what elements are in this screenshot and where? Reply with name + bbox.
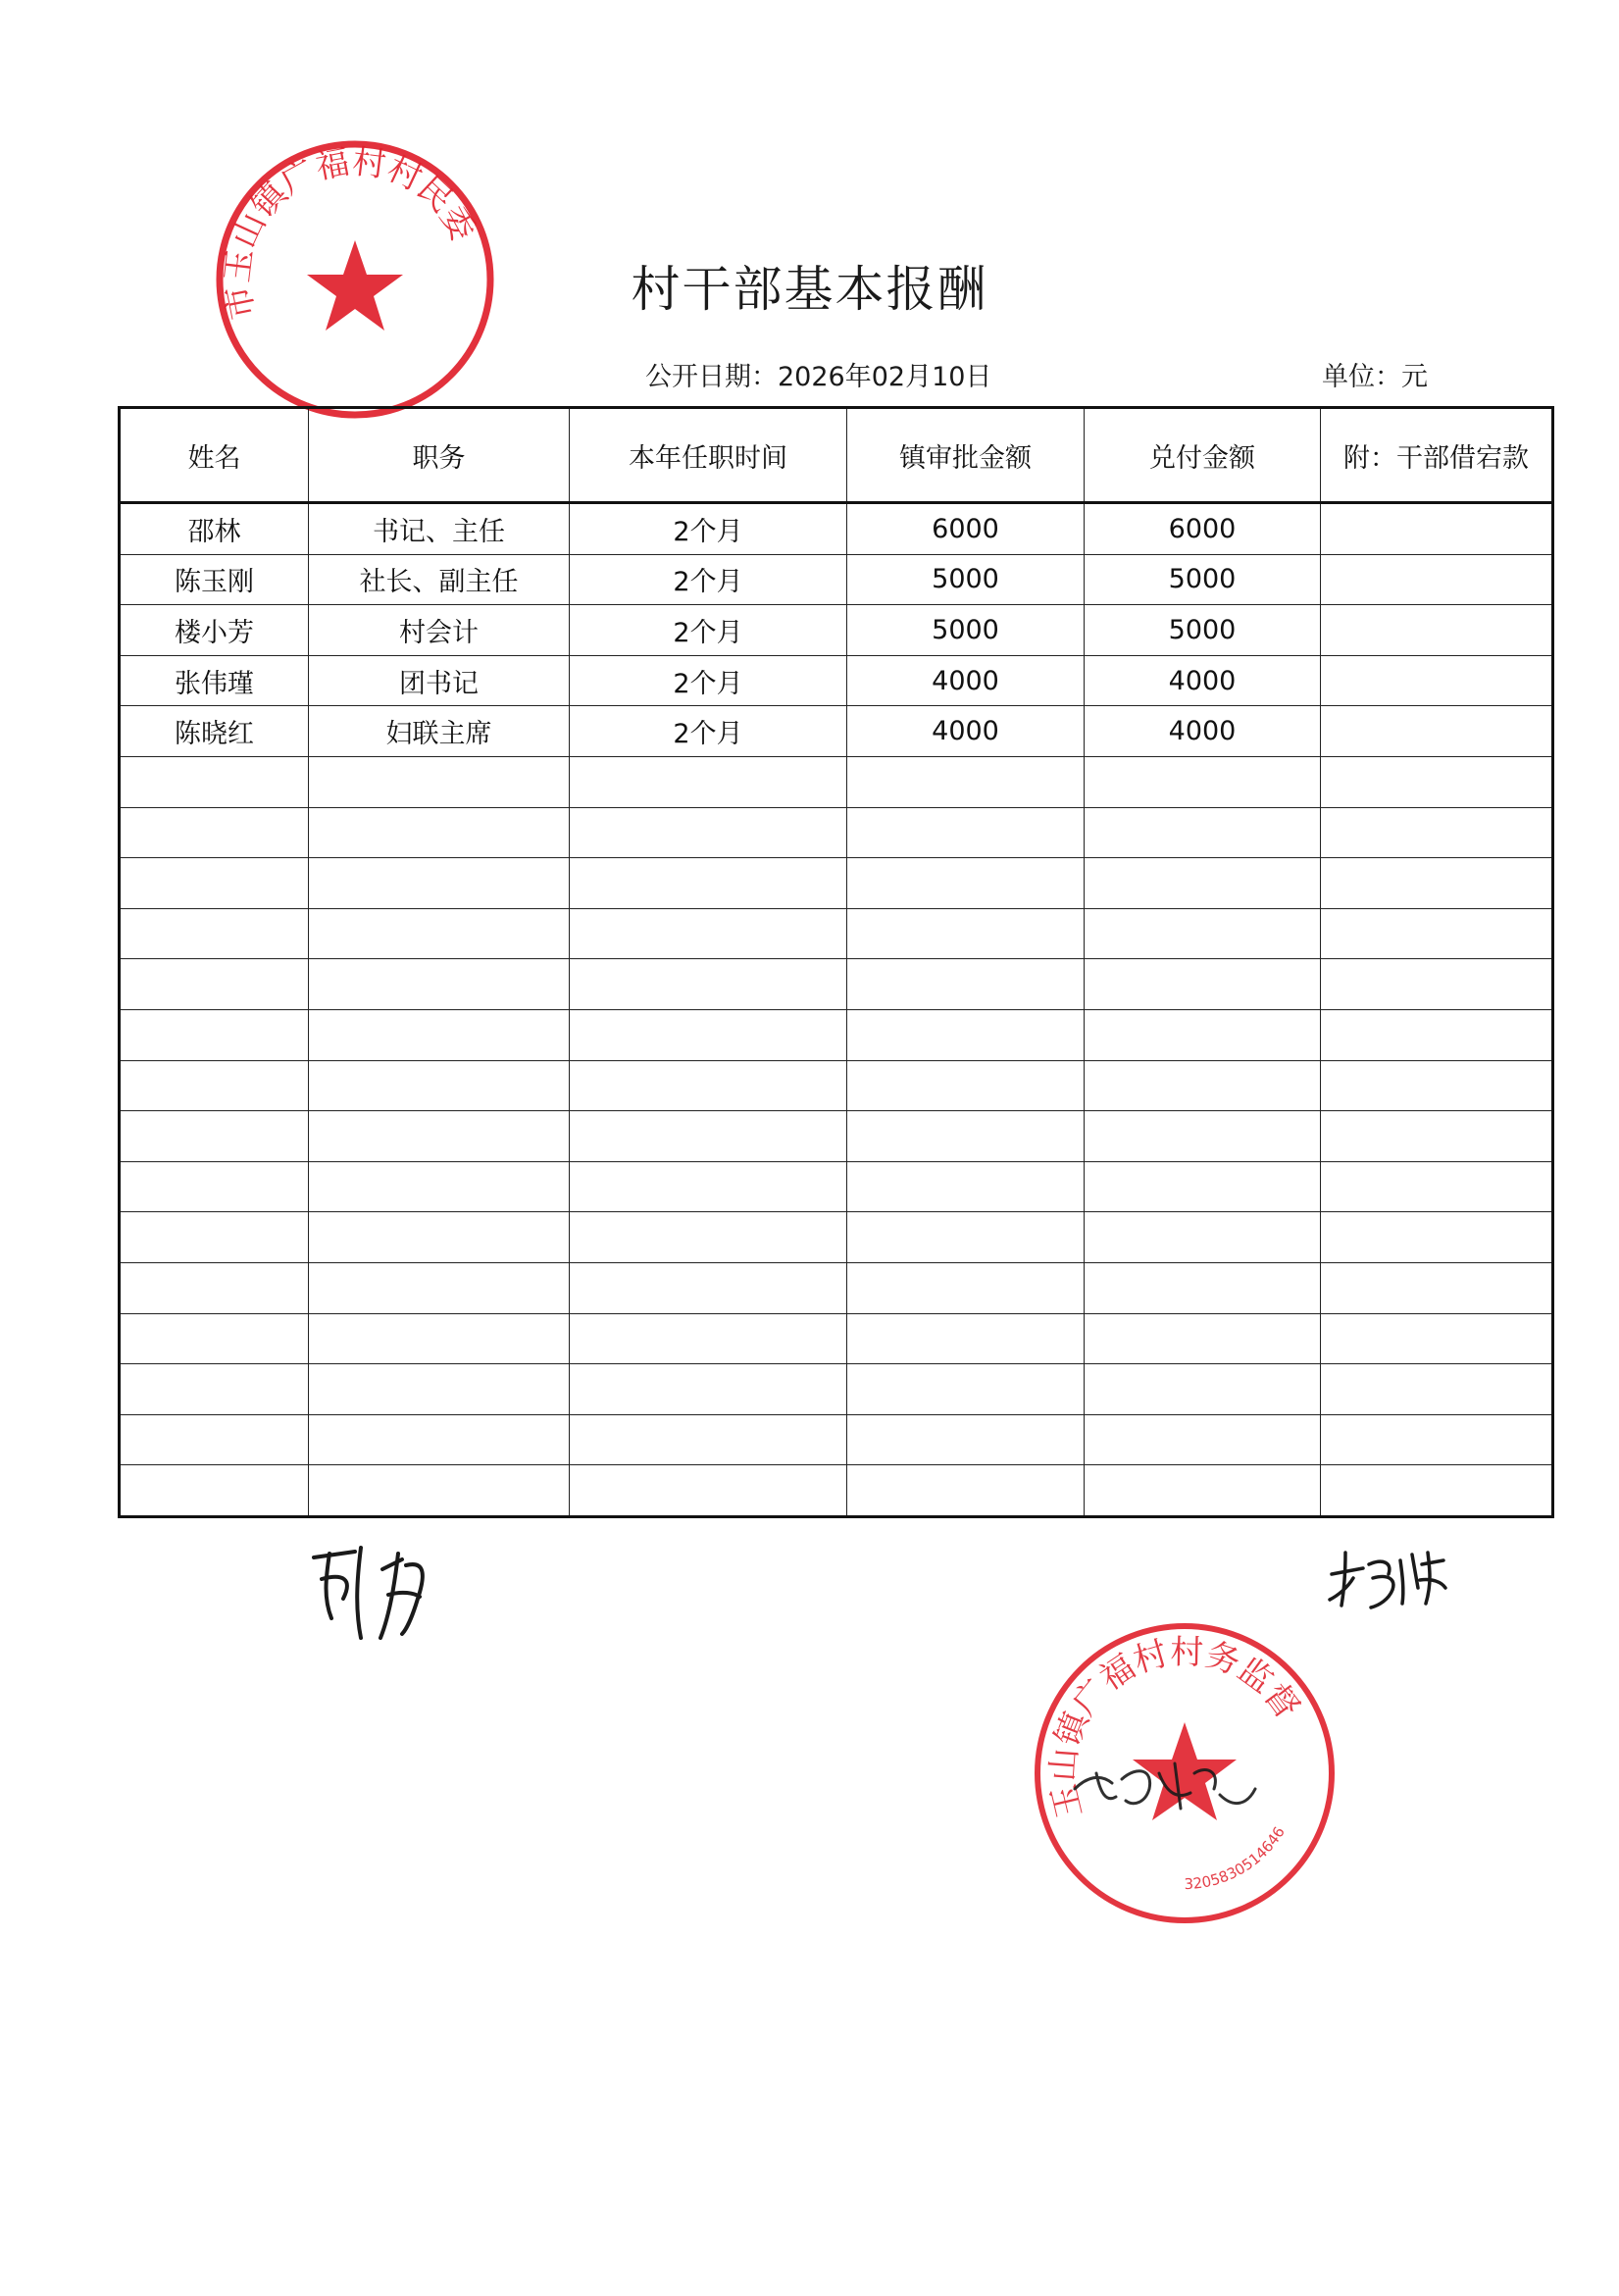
empty-cell: [1321, 1262, 1553, 1313]
empty-cell: [847, 1313, 1085, 1364]
empty-cell: [570, 1414, 847, 1465]
empty-cell: [1321, 1414, 1553, 1465]
empty-cell: [309, 1313, 570, 1364]
empty-cell: [1085, 1364, 1321, 1415]
empty-cell: [309, 1009, 570, 1060]
empty-cell: [1321, 1161, 1553, 1212]
cell-position: 书记、主任: [309, 503, 570, 555]
cell-loan: [1321, 503, 1553, 555]
empty-cell: [1321, 1465, 1553, 1517]
header-name: 姓名: [120, 408, 309, 503]
cell-loan: [1321, 554, 1553, 605]
empty-cell: [570, 1313, 847, 1364]
empty-cell: [847, 807, 1085, 858]
empty-cell: [120, 1465, 309, 1517]
header-tenure: 本年任职时间: [570, 408, 847, 503]
empty-cell: [120, 1161, 309, 1212]
empty-table-row: [120, 1364, 1553, 1415]
empty-cell: [847, 1465, 1085, 1517]
empty-cell: [120, 1009, 309, 1060]
stamp-left-text: 昆山市玉山镇广福村村民委员会: [217, 141, 483, 323]
remuneration-table: [118, 406, 1554, 1518]
cell-name: 陈玉刚: [120, 554, 309, 605]
empty-cell: [570, 1465, 847, 1517]
cell-paid: 4000: [1085, 706, 1321, 757]
cell-position: 妇联主席: [309, 706, 570, 757]
star-icon: [1133, 1722, 1237, 1820]
empty-cell: [570, 1212, 847, 1263]
cell-paid: 4000: [1085, 655, 1321, 706]
empty-cell: [847, 959, 1085, 1010]
empty-table-row: [120, 756, 1553, 807]
empty-cell: [1085, 1313, 1321, 1364]
cell-paid: 6000: [1085, 503, 1321, 555]
empty-table-row: [120, 1161, 1553, 1212]
table-row: [120, 655, 1553, 706]
empty-cell: [570, 1009, 847, 1060]
empty-cell: [120, 1414, 309, 1465]
empty-cell: [847, 756, 1085, 807]
empty-cell: [309, 1364, 570, 1415]
empty-cell: [1321, 1009, 1553, 1060]
empty-table-row: [120, 959, 1553, 1010]
empty-cell: [1085, 756, 1321, 807]
cell-tenure: 2个月: [570, 503, 847, 555]
cell-position: 村会计: [309, 605, 570, 656]
empty-cell: [1321, 1313, 1553, 1364]
empty-cell: [570, 1364, 847, 1415]
empty-cell: [847, 908, 1085, 959]
cell-name: 张伟瑾: [120, 655, 309, 706]
empty-cell: [120, 1212, 309, 1263]
cell-tenure: 2个月: [570, 605, 847, 656]
table-row: [120, 706, 1553, 757]
cell-approved: 6000: [847, 503, 1085, 555]
table-row: [120, 503, 1553, 555]
svg-text:3205830514646: [1177, 1819, 1296, 1907]
table-header-row: [120, 408, 1553, 503]
header-paid-amount: 兑付金额: [1085, 408, 1321, 503]
empty-table-row: [120, 1060, 1553, 1111]
empty-cell: [847, 1212, 1085, 1263]
empty-cell: [309, 1212, 570, 1263]
empty-cell: [309, 1414, 570, 1465]
empty-cell: [570, 858, 847, 909]
empty-cell: [1085, 807, 1321, 858]
publish-date: 公开日期：2026年02月10日: [645, 362, 992, 392]
cell-approved: 5000: [847, 554, 1085, 605]
cell-name: 陈晓红: [120, 706, 309, 757]
empty-cell: [847, 1009, 1085, 1060]
empty-table-row: [120, 807, 1553, 858]
cell-approved: 4000: [847, 706, 1085, 757]
empty-cell: [1085, 908, 1321, 959]
empty-cell: [570, 959, 847, 1010]
cell-position: 团书记: [309, 655, 570, 706]
empty-cell: [1321, 959, 1553, 1010]
empty-table-row: [120, 1414, 1553, 1465]
empty-cell: [847, 1414, 1085, 1465]
unit-label: 单位：元: [1322, 362, 1428, 392]
empty-cell: [1085, 1009, 1321, 1060]
empty-cell: [1321, 756, 1553, 807]
empty-cell: [309, 1262, 570, 1313]
cell-loan: [1321, 655, 1553, 706]
cell-paid: 5000: [1085, 554, 1321, 605]
empty-table-row: [120, 1212, 1553, 1263]
empty-cell: [1085, 1414, 1321, 1465]
cell-loan: [1321, 706, 1553, 757]
empty-cell: [1321, 807, 1553, 858]
empty-table-row: [120, 858, 1553, 909]
empty-cell: [570, 1060, 847, 1111]
empty-cell: [309, 807, 570, 858]
table-row: [120, 605, 1553, 656]
empty-cell: [570, 1161, 847, 1212]
empty-cell: [120, 908, 309, 959]
empty-cell: [1085, 1161, 1321, 1212]
cell-approved: 5000: [847, 605, 1085, 656]
cell-tenure: 2个月: [570, 655, 847, 706]
empty-cell: [309, 858, 570, 909]
cell-name: 邵林: [120, 503, 309, 555]
empty-table-row: [120, 1465, 1553, 1517]
empty-cell: [847, 1111, 1085, 1162]
page-title: 村干部基本报酬: [631, 261, 988, 318]
empty-table-row: [120, 1262, 1553, 1313]
empty-cell: [847, 1161, 1085, 1212]
empty-cell: [570, 1262, 847, 1313]
empty-cell: [309, 1465, 570, 1517]
cell-loan: [1321, 605, 1553, 656]
cell-position: 社长、副主任: [309, 554, 570, 605]
empty-table-row: [120, 1111, 1553, 1162]
empty-cell: [1085, 858, 1321, 909]
empty-cell: [309, 1161, 570, 1212]
empty-cell: [1321, 908, 1553, 959]
empty-cell: [1321, 1364, 1553, 1415]
empty-cell: [1085, 1262, 1321, 1313]
empty-cell: [120, 1111, 309, 1162]
empty-cell: [847, 1060, 1085, 1111]
empty-cell: [1085, 1111, 1321, 1162]
empty-cell: [309, 1111, 570, 1162]
empty-cell: [120, 959, 309, 1010]
empty-cell: [120, 1060, 309, 1111]
empty-cell: [309, 959, 570, 1010]
empty-cell: [120, 1364, 309, 1415]
cell-tenure: 2个月: [570, 554, 847, 605]
empty-cell: [570, 908, 847, 959]
empty-cell: [1321, 1060, 1553, 1111]
empty-cell: [847, 858, 1085, 909]
cell-paid: 5000: [1085, 605, 1321, 656]
cell-name: 楼小芳: [120, 605, 309, 656]
empty-cell: [1321, 1212, 1553, 1263]
empty-cell: [309, 756, 570, 807]
signature-left: [304, 1540, 441, 1648]
cell-approved: 4000: [847, 655, 1085, 706]
empty-cell: [120, 807, 309, 858]
empty-cell: [120, 1262, 309, 1313]
empty-cell: [847, 1364, 1085, 1415]
stamp-right-code: 3205830514646: [1184, 1823, 1289, 1894]
empty-cell: [570, 756, 847, 807]
empty-cell: [1321, 858, 1553, 909]
header-position: 职务: [309, 408, 570, 503]
empty-cell: [309, 908, 570, 959]
empty-cell: [570, 1111, 847, 1162]
supervisory-committee-stamp: [1028, 1616, 1341, 1930]
table-row: [120, 554, 1553, 605]
empty-cell: [570, 807, 847, 858]
empty-cell: [120, 858, 309, 909]
signature-right: [1324, 1545, 1451, 1613]
empty-table-row: [120, 908, 1553, 959]
empty-cell: [1085, 1212, 1321, 1263]
header-approved-amount: 镇审批金额: [847, 408, 1085, 503]
empty-cell: [309, 1060, 570, 1111]
empty-cell: [847, 1262, 1085, 1313]
empty-cell: [1085, 959, 1321, 1010]
empty-cell: [1321, 1111, 1553, 1162]
stamp-right-text: 昆山市玉山镇广福村村务监督委员会: [1043, 1632, 1307, 1822]
header-loan: 附：干部借宕款: [1321, 408, 1553, 503]
cell-tenure: 2个月: [570, 706, 847, 757]
empty-cell: [120, 1313, 309, 1364]
empty-cell: [120, 756, 309, 807]
empty-cell: [1085, 1060, 1321, 1111]
empty-table-row: [120, 1009, 1553, 1060]
empty-table-row: [120, 1313, 1553, 1364]
empty-cell: [1085, 1465, 1321, 1517]
